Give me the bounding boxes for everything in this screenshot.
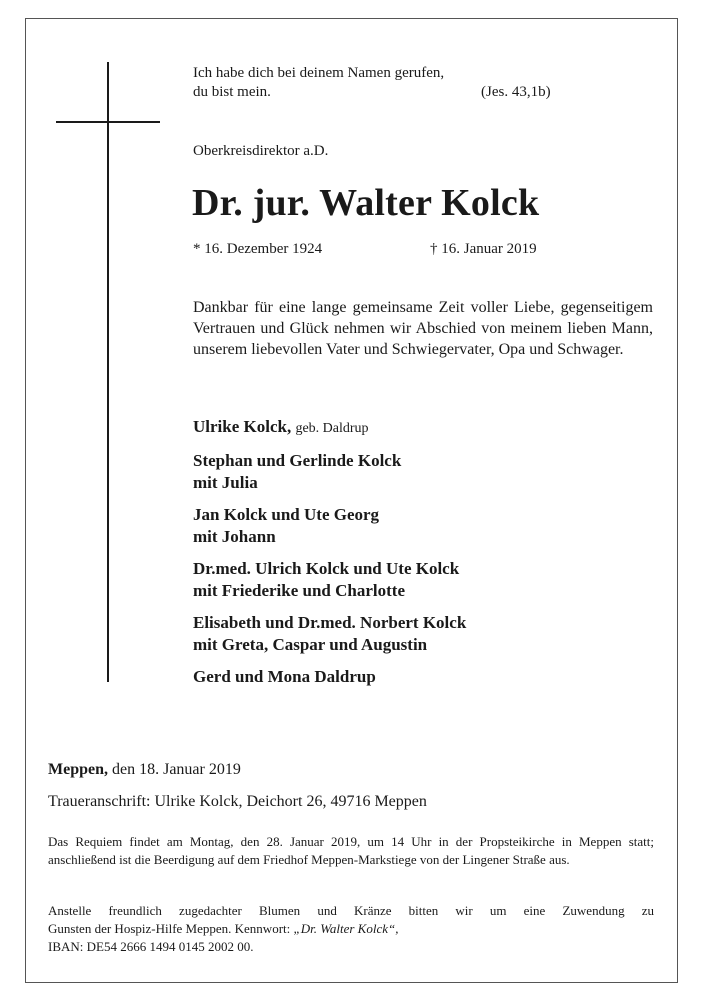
farewell-text: Dankbar für eine lange gemeinsame Zeit voller Liebe, gegenseitigem Vertrauen und Glück nehmen wir Abschied von meinem lieben Mann, unserem liebevollen Vater und Schwiegervater, Opa und Schwager. xyxy=(193,299,653,358)
death-date: † 16. Januar 2019 xyxy=(430,241,537,257)
mourner-name: Gerd und Mona Daldrup xyxy=(193,667,376,686)
donation-line-2 xyxy=(48,920,654,938)
bible-verse-reference: (Jes. 43,1b) xyxy=(481,84,551,100)
mourner-name: Jan Kolck und Ute Georg xyxy=(193,505,380,524)
donation-iban: IBAN: DE54 2666 1494 0145 2002 00. xyxy=(48,939,254,954)
place-date xyxy=(48,761,241,779)
donation-line-1: Anstelle freundlich zugedachter Blumen und Kränze bitten wir um eine Zuwendung zu xyxy=(48,903,654,918)
place-city: Meppen, xyxy=(48,761,108,778)
mourner-children: mit Julia xyxy=(193,473,258,492)
cross-icon xyxy=(107,62,109,682)
mourners-list xyxy=(193,416,653,698)
mourning-address: Traueranschrift: Ulrike Kolck, Deichort 26, 49716 Meppen xyxy=(48,793,427,810)
mourner-entry xyxy=(193,450,653,494)
bible-verse-line-2: du bist mein. xyxy=(193,84,271,100)
deceased-title: Oberkreisdirektor a.D. xyxy=(193,143,329,159)
mourner-children: mit Friederike und Charlotte xyxy=(193,581,405,600)
mourner-children: mit Greta, Caspar und Augustin xyxy=(193,635,428,654)
mourner-name: Ulrike Kolck, xyxy=(193,417,292,436)
mourner-entry xyxy=(193,416,653,440)
donation-prefix: Gunsten der Hospiz-Hilfe Meppen. Kennwort: xyxy=(48,921,291,936)
bible-verse-line-1: Ich habe dich bei deinem Namen gerufen, xyxy=(193,65,445,81)
birth-date: * 16. Dezember 1924 xyxy=(193,241,323,257)
mourner-children: mit Johann xyxy=(193,527,276,546)
donation-notice xyxy=(48,902,654,956)
deceased-name: Dr. jur. Walter Kolck xyxy=(192,182,540,224)
mourner-name: Dr.med. Ulrich Kolck und Ute Kolck xyxy=(193,559,460,578)
place-date-value: den 18. Januar 2019 xyxy=(112,761,241,778)
cross-icon-bar xyxy=(56,121,160,123)
mourner-entry xyxy=(193,666,653,688)
mourner-name: Elisabeth und Dr.med. Norbert Kolck xyxy=(193,613,467,632)
mourner-entry xyxy=(193,504,653,548)
mourner-name: Stephan und Gerlinde Kolck xyxy=(193,451,402,470)
bible-verse xyxy=(193,64,573,102)
requiem-notice: Das Requiem findet am Montag, den 28. Januar 2019, um 14 Uhr in der Propsteikirche in Meppen statt; anschließend ist die Beerdigung auf dem Friedhof Meppen-Markstiege von der Lingener Straße aus. xyxy=(48,834,654,867)
mourner-maiden-name: geb. Daldrup xyxy=(295,421,369,436)
mourner-entry xyxy=(193,558,653,602)
donation-keyword: „Dr. Walter Kolck“, xyxy=(293,921,399,936)
mourner-entry xyxy=(193,612,653,656)
